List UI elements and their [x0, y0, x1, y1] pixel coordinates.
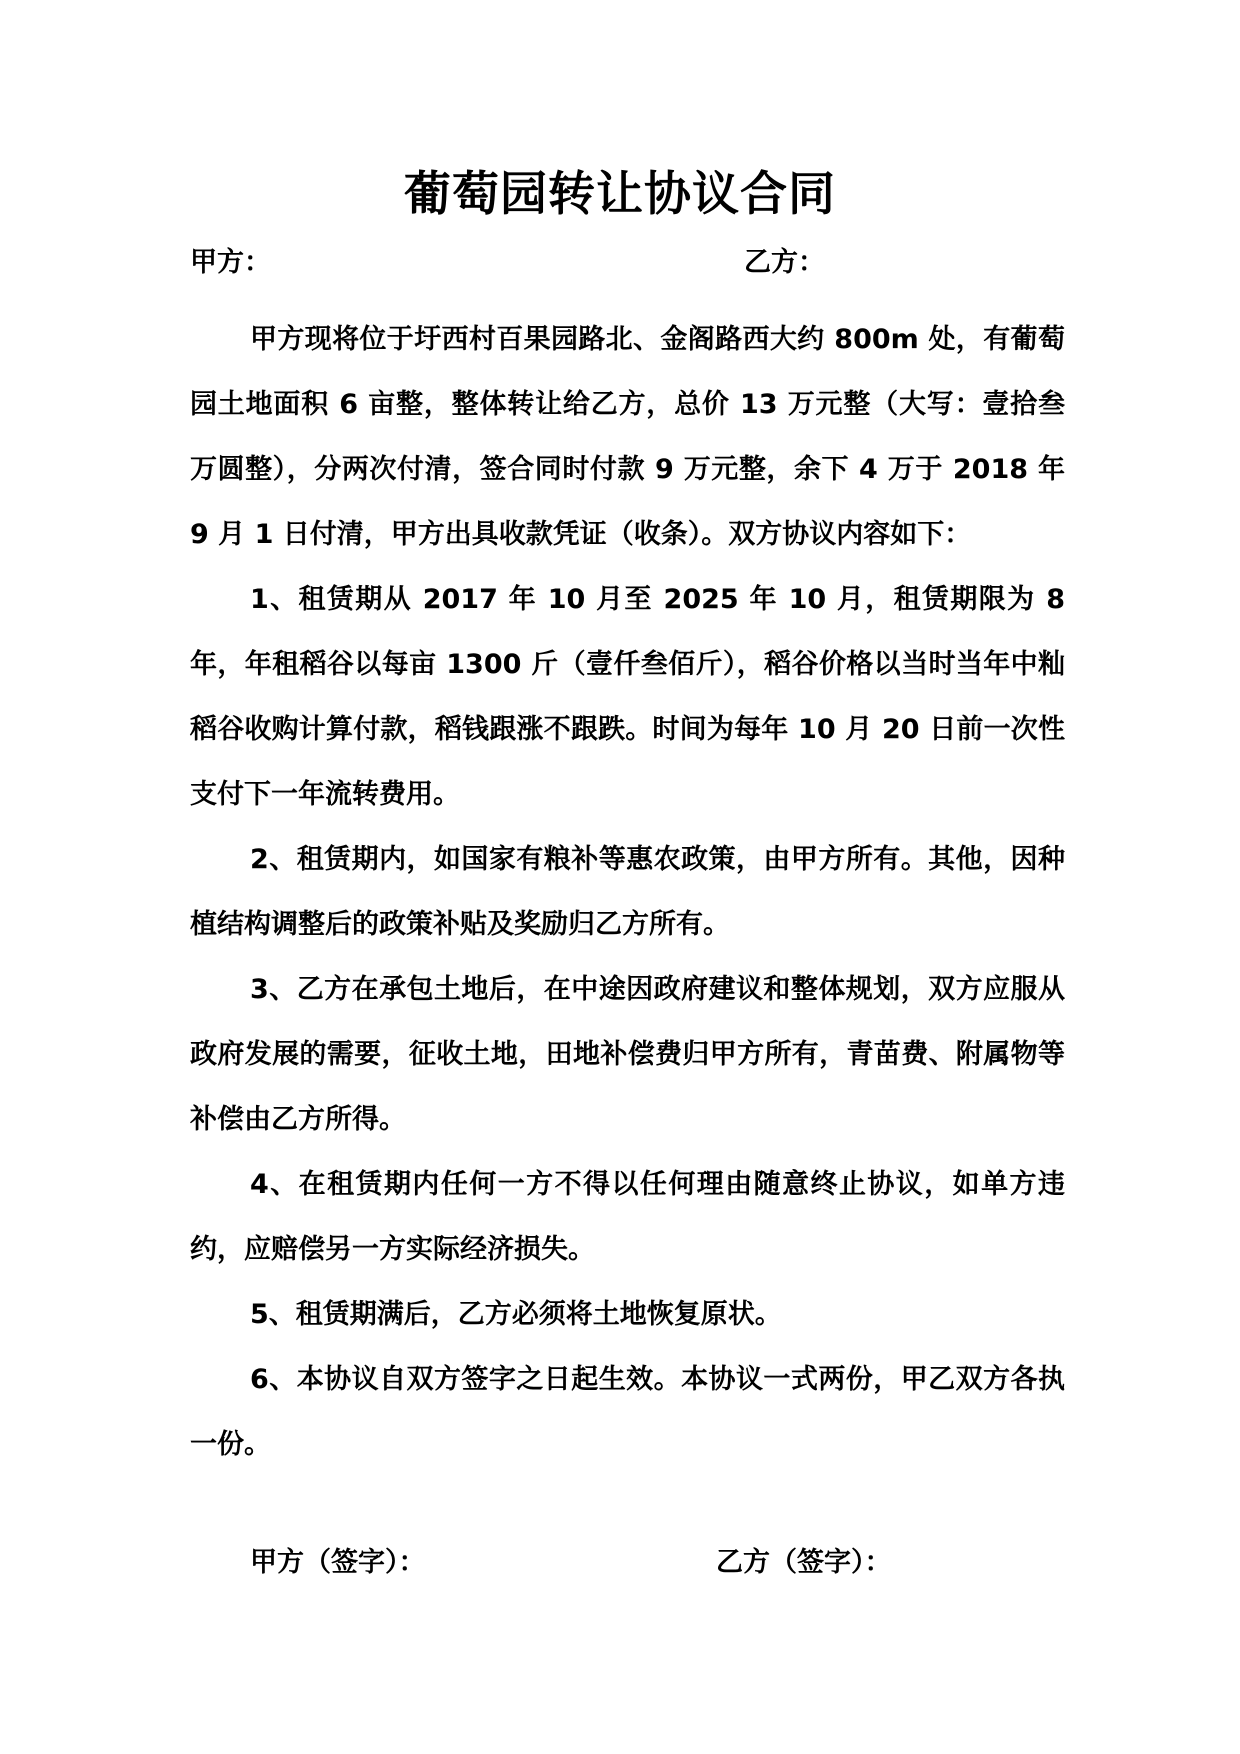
clause-3: 3、乙方在承包土地后，在中途因政府建议和整体规划，双方应服从政府发展的需要，征收土地，田地补偿费归甲方所有，青苗费、附属物等补偿由乙方所得。 [190, 974, 1065, 1135]
clause-4: 4、在租赁期内任何一方不得以任何理由随意终止协议，如单方违约，应赔偿另一方实际经济损失。 [190, 1169, 1065, 1265]
page-title: 葡萄园转让协议合同 [404, 167, 836, 222]
contract-body [190, 307, 1065, 1477]
clause-1: 1、租赁期从 2017 年 10 月至 2025 年 10 月，租赁期限为 8 年，年租稻谷以每亩 1300 斤（壹仟叁佰斤），稻谷价格以当时当年中籼稻谷收购计算付款，稻钱跟涨不跟跌。时间为每年 10 月 20 日前一次性支付下一年流转费用。 [190, 584, 1065, 810]
party-b-signature-label: 乙方（签字）： [716, 1547, 892, 1578]
clause-6: 6、本协议自双方签字之日起生效。本协议一式两份，甲乙双方各执一份。 [190, 1364, 1065, 1460]
party-a-signature-label: 甲方（签字）： [250, 1547, 426, 1578]
party-b-label: 乙方： [744, 247, 825, 278]
intro-paragraph: 甲方现将位于圩西村百果园路北、金阁路西大约 800m 处，有葡萄园土地面积 6 亩整，整体转让给乙方，总价 13 万元整（大写：壹拾叁万圆整），分两次付清，签合同时付款 9 万元整，余下 4 万于 2018 年 9 月 1 日付清，甲方出具收款凭证（收条）。双方协议内容如下： [190, 324, 1065, 550]
clause-5: 5、租赁期满后，乙方必须将土地恢复原状。 [250, 1299, 782, 1330]
clause-2: 2、租赁期内，如国家有粮补等惠农政策，由甲方所有。其他，因种植结构调整后的政策补贴及奖励归乙方所有。 [190, 844, 1065, 940]
party-a-label: 甲方： [190, 247, 271, 278]
